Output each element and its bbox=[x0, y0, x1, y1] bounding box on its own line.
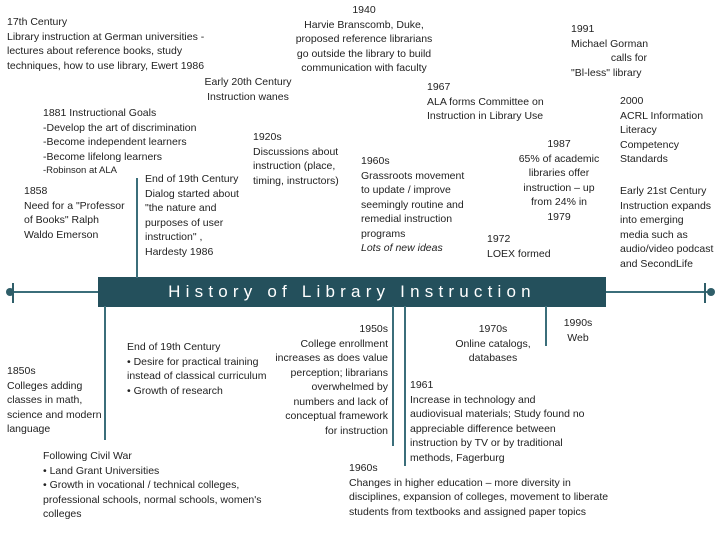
event-1940: 1940 Harvie Branscomb, Duke, proposed reference librarians go outside the library to build communication with faculty bbox=[295, 4, 433, 74]
event-end-19th-century: End of 19th Century Dialog started about "the nature and purposes of user instruction" , Hardesty 1986 bbox=[145, 173, 239, 258]
connector-1850s-below bbox=[104, 306, 106, 440]
event-2000: 2000 ACRL Information Literacy Competency Standards bbox=[620, 95, 704, 165]
event-1960s-higher-education: 1960s Changes in higher education – more diversity in disciplines, expansion of colleges, movement to liberate students from textbooks and assigned paper topics bbox=[349, 462, 609, 518]
event-1970s: 1970s Online catalogs, databases bbox=[455, 323, 531, 364]
event-1920s: 1920s Discussions about instruction (place, timing, instructors) bbox=[253, 131, 339, 187]
event-1990s: 1990s Web bbox=[563, 317, 593, 344]
event-1991: 1991 Michael Gorman calls for "Bl-less" library bbox=[571, 23, 649, 79]
connector-19th-above bbox=[136, 178, 138, 278]
timeline-title: History of Library Instruction bbox=[168, 282, 536, 301]
timeline-tick bbox=[704, 283, 706, 303]
timeline-tick bbox=[12, 283, 14, 303]
connector-civil-war-below bbox=[392, 306, 394, 446]
event-17th-century: 17th Century Library instruction at German universities - lectures about reference books, study techniques, how to use library, Ewert 1986 bbox=[7, 16, 205, 72]
event-1960s-grassroots: 1960s Grassroots movement to update / improve seemingly routine and remedial instruction programs Lots of new ideas bbox=[361, 155, 465, 254]
event-1972: 1972 LOEX formed bbox=[487, 233, 551, 260]
event-1950s: 1950s College enrollment increases as does value perception; librarians overwhelmed by numbers and lack of conceptual framework for instruction bbox=[275, 323, 388, 437]
event-early-21st-century: Early 21st Century Instruction expands into emerging media such as audio/video podcast and SecondLife bbox=[620, 185, 714, 270]
event-1850s: 1850s Colleges adding classes in math, science and modern language bbox=[7, 365, 102, 435]
event-early-20th-century: Early 20th Century Instruction wanes bbox=[204, 76, 292, 103]
timeline-title-banner bbox=[98, 277, 606, 307]
event-1967: 1967 ALA forms Committee on Instruction in Library Use bbox=[427, 81, 544, 122]
timeline-end-dot bbox=[707, 288, 715, 296]
event-end-19th-century-below: End of 19th Century • Desire for practical training instead of classical curriculum • Growth of research bbox=[127, 341, 267, 397]
event-1987: 1987 65% of academic libraries offer instruction – up from 24% in 1979 bbox=[518, 138, 600, 223]
event-1858: 1858 Need for a "Professor of Books" Ralph Waldo Emerson bbox=[24, 185, 125, 241]
connector-1960s-below bbox=[404, 306, 406, 466]
event-following-civil-war: Following Civil War • Land Grant Universities • Growth in vocational / technical colleges, professional schools, normal schools, women's colleges bbox=[43, 450, 262, 520]
event-1961: 1961 Increase in technology and audiovisual materials; Study found no appreciable difference between instruction by TV or by traditional methods, Fagerburg bbox=[410, 379, 585, 464]
event-1881-instructional-goals: 1881 Instructional Goals -Develop the art of discrimination -Become independent learners -Become lifelong learners -Robinson at ALA bbox=[43, 107, 197, 176]
